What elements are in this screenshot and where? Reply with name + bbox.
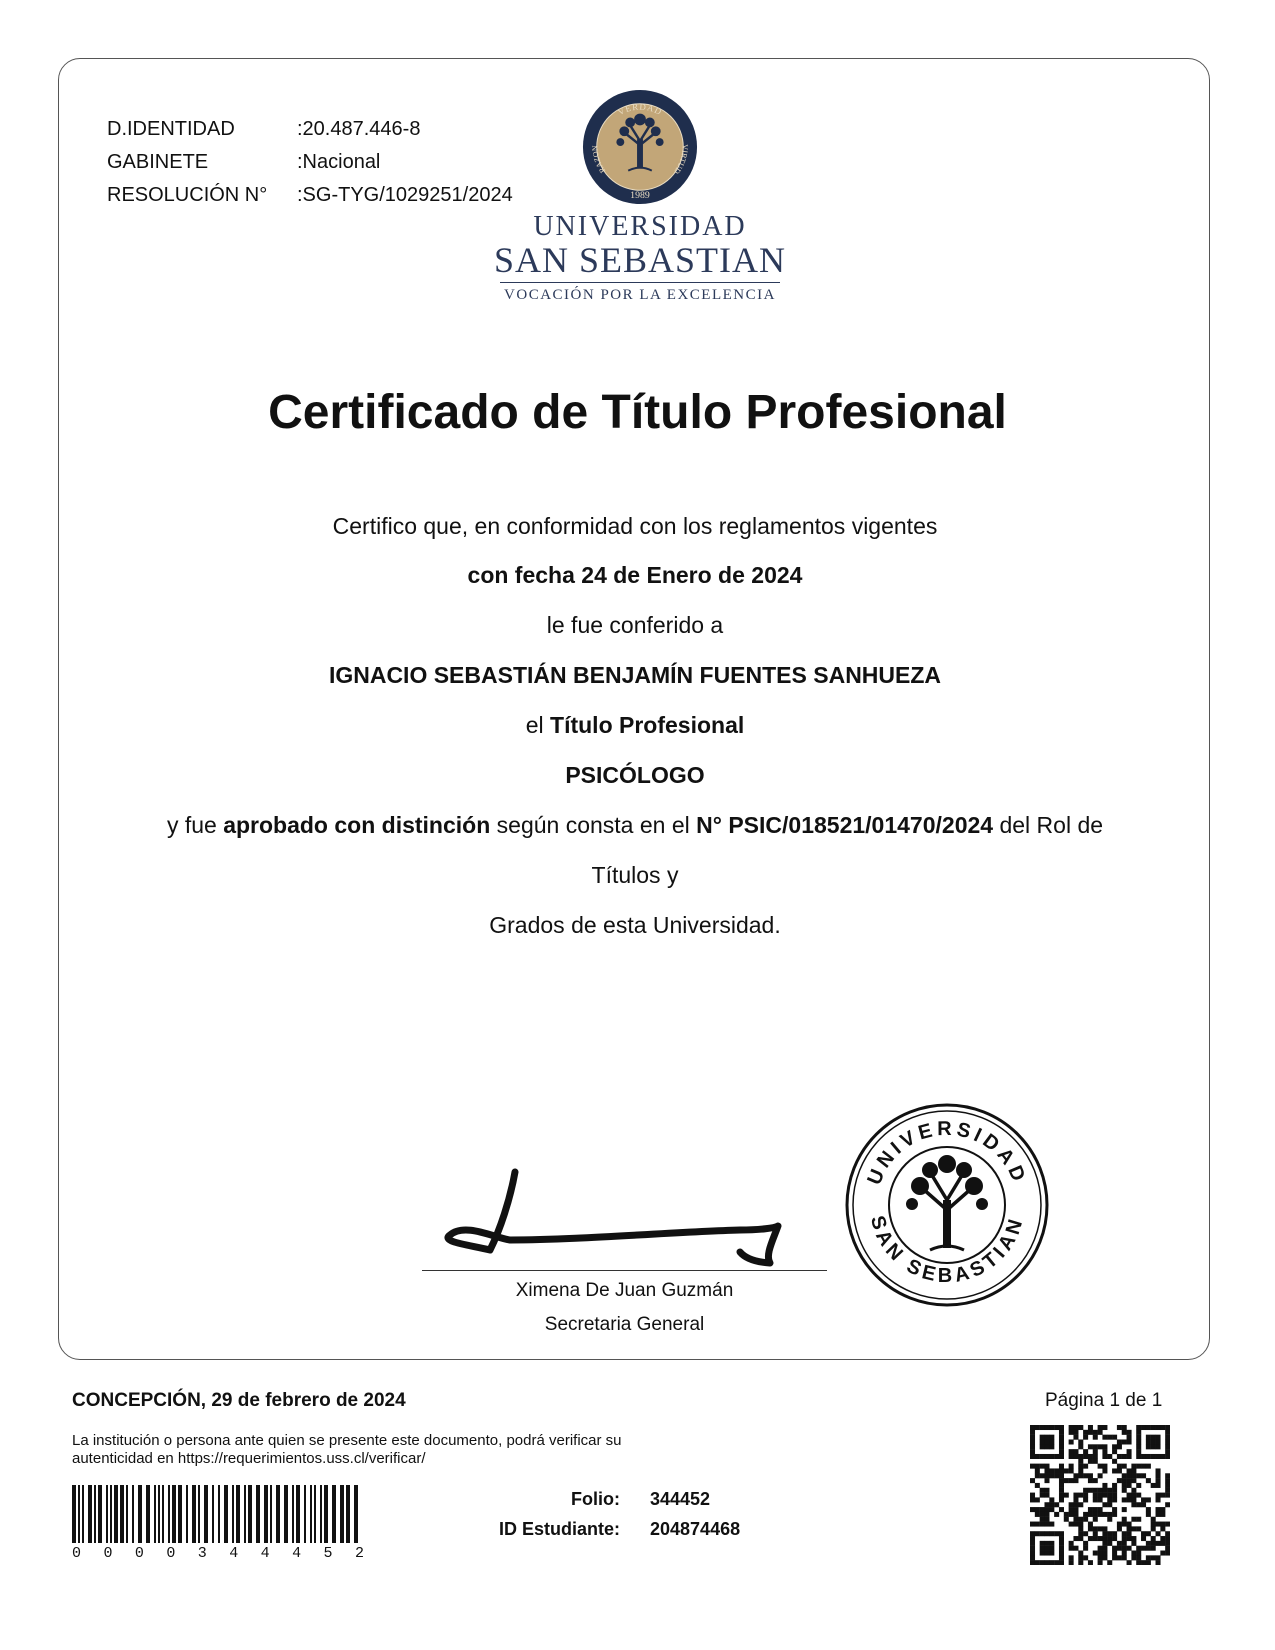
approval-text-a: y fue	[166, 812, 217, 838]
svg-text:SAN SEBASTIAN: SAN SEBASTIAN	[865, 1213, 1029, 1287]
university-seal-icon	[581, 88, 699, 206]
certificate-title: Certificado de Título Profesional	[268, 386, 1007, 439]
folio-label: Folio:	[571, 1489, 620, 1509]
verification-note	[72, 1432, 722, 1468]
barcode-digit: 0	[72, 1545, 82, 1562]
body-line-titles: Títulos y	[591, 862, 679, 888]
record-number: N° PSIC/018521/01470/2024	[696, 812, 994, 838]
verification-line2[interactable]: autenticidad en https://requerimientos.uss.cl/verificar/	[72, 1450, 426, 1467]
meta-value: :Nacional	[297, 151, 381, 173]
body-line-date: con fecha 24 de Enero de 2024	[467, 562, 803, 588]
folio-row	[470, 1484, 740, 1514]
meta-row-gabinete	[107, 146, 513, 179]
meta-row-identidad	[107, 113, 513, 146]
signature-line	[422, 1270, 827, 1271]
university-motto: VOCACIÓN POR LA EXCELENCIA	[504, 287, 776, 303]
logo-divider	[500, 282, 780, 283]
meta-row-resolucion	[107, 179, 513, 212]
title-prefix: el	[525, 712, 544, 738]
approval-distinction: aprobado con distinción	[223, 812, 491, 838]
barcode-digit: 4	[229, 1545, 239, 1562]
barcode-digit: 5	[323, 1545, 333, 1562]
barcode-digits	[72, 1545, 364, 1562]
student-id-label: ID Estudiante:	[498, 1519, 620, 1539]
svg-text:RAZON: RAZON	[590, 145, 608, 175]
body-line-approval	[60, 812, 1210, 839]
barcode-digit: 2	[354, 1545, 364, 1562]
university-name-line1: UNIVERSIDAD	[533, 211, 747, 242]
approval-text-c: según consta en el	[496, 812, 690, 838]
svg-text:VERDAD: VERDAD	[616, 101, 664, 118]
body-line-degrees: Grados de esta Universidad.	[489, 912, 781, 938]
meta-block	[107, 113, 513, 212]
barcode-digit: 4	[260, 1545, 270, 1562]
meta-key: D.IDENTIDAD	[107, 118, 235, 140]
qr-code-icon	[1030, 1425, 1170, 1565]
issue-place-date: CONCEPCIÓN, 29 de febrero de 2024	[72, 1390, 406, 1411]
barcode-digit: 4	[292, 1545, 302, 1562]
svg-text:1989: 1989	[630, 190, 650, 202]
meta-key: RESOLUCIÓN N°	[107, 184, 268, 206]
barcode-digit: 0	[103, 1545, 113, 1562]
barcode	[72, 1485, 364, 1543]
body-line-title	[60, 712, 1210, 739]
id-block	[470, 1484, 740, 1544]
title-type: Título Profesional	[550, 712, 745, 738]
student-id-value: 204874468	[650, 1519, 741, 1539]
page-number: Página 1 de 1	[1045, 1390, 1163, 1411]
university-logo	[490, 88, 790, 304]
body-line-conferred: le fue conferido a	[546, 612, 724, 638]
barcode-digit: 3	[197, 1545, 207, 1562]
signer-role: Secretaria General	[544, 1314, 705, 1335]
body-line-intro: Certifico que, en conformidad con los reglamentos vigentes	[332, 513, 938, 539]
university-name-line2: SAN SEBASTIAN	[493, 240, 787, 280]
verification-line1: La institución o persona ante quien se presente este documento, podrá verificar su	[72, 1432, 622, 1449]
graduate-name: IGNACIO SEBASTIÁN BENJAMÍN FUENTES SANHUEZA	[328, 662, 942, 688]
signer-name: Ximena De Juan Guzmán	[515, 1280, 734, 1301]
university-stamp-icon	[842, 1100, 1052, 1310]
meta-value: :SG-TYG/1029251/2024	[297, 184, 513, 206]
barcode-digit: 0	[166, 1545, 176, 1562]
signature-image	[440, 1160, 820, 1270]
approval-text-e: del Rol de	[999, 812, 1104, 838]
svg-text:VIRTUD: VIRTUD	[672, 144, 690, 176]
profession: PSICÓLOGO	[565, 762, 705, 788]
student-id-row	[470, 1514, 740, 1544]
folio-value: 344452	[650, 1489, 711, 1509]
barcode-digit: 0	[134, 1545, 144, 1562]
svg-text:UNIVERSIDAD: UNIVERSIDAD	[863, 1117, 1031, 1189]
meta-key: GABINETE	[107, 151, 209, 173]
meta-value: :20.487.446-8	[297, 118, 421, 140]
